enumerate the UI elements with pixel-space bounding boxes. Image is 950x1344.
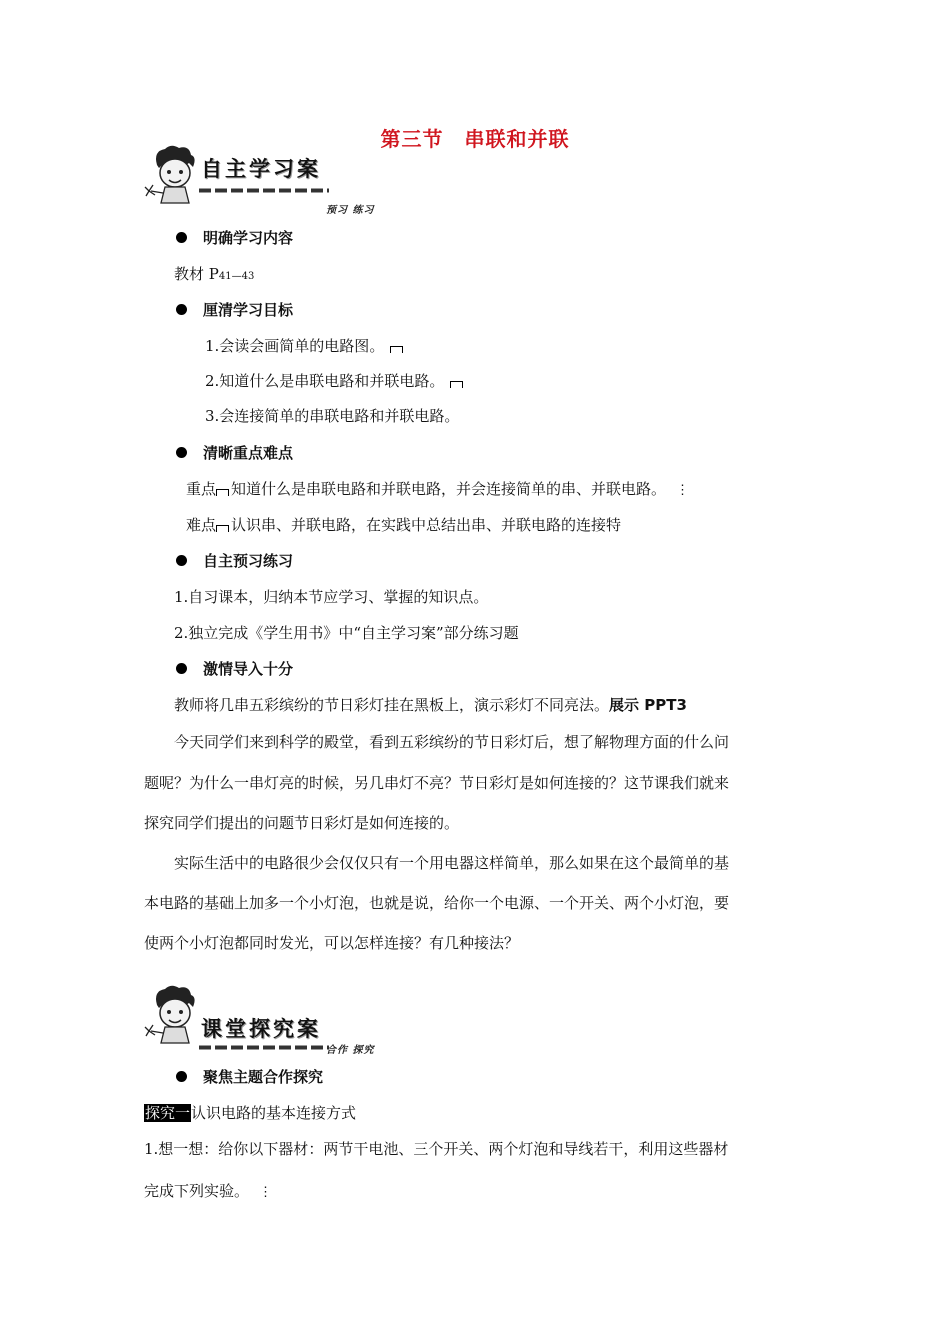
banner-subtitle: 预习 练习 [326, 205, 375, 216]
student-mascot-icon [143, 983, 205, 1047]
paragraph-line: 本电路的基础上加多一个小灯泡，也就是说，给你一个电源、一个开关、两个小灯泡，要 [144, 894, 730, 912]
banner-divider [199, 188, 329, 193]
intro-line: 教师将几串五彩缤纷的节日彩灯挂在黑板上，演示彩灯不同亮法。展示 PPT3 [174, 696, 687, 714]
bullet-icon [176, 304, 187, 315]
mark-icon [390, 346, 403, 353]
heading-cooperative-inquiry: 聚焦主题合作探究 [176, 1066, 323, 1087]
heading-preview-practice: 自主预习练习 [176, 550, 293, 571]
inquiry-one-heading: 探究一认识电路的基本连接方式 [145, 1104, 357, 1122]
practice-item: 2.独立完成《学生用书》中“自主学习案”部分练习题 [174, 624, 519, 642]
textbook-reference: 教材 P41—43 [174, 265, 255, 283]
paragraph-line: 题呢？为什么一串灯亮的时候，另几串灯不亮？节日彩灯是如何连接的？这节课我们就来 [144, 774, 730, 792]
banner-title: 课堂探究案 [201, 1017, 321, 1041]
goal-item: 1.会读会画简单的电路图。 [205, 335, 403, 356]
paragraph-line: 探究同学们提出的问题节日彩灯是如何连接的。 [144, 814, 460, 832]
bullet-icon [176, 1071, 187, 1082]
paragraph-line: 实际生活中的电路很少会仅仅只有一个用电器这样简单，那么如果在这个最简单的基 [174, 854, 730, 872]
goal-item: 3.会连接简单的串联电路和并联电路。 [205, 407, 460, 425]
mark-icon [216, 489, 229, 496]
section-banner-class-inquiry [143, 983, 393, 1056]
banner-subtitle: 合作 探究 [326, 1045, 375, 1056]
bullet-icon [176, 555, 187, 566]
paragraph-line: 使两个小灯泡都同时发光，可以怎样连接？有几种接法？ [144, 934, 520, 952]
banner-title: 自主学习案 [201, 157, 321, 181]
banner-divider [199, 1045, 329, 1050]
mark-icon: ⋮ [676, 483, 690, 498]
bullet-icon [176, 232, 187, 243]
goal-item: 2.知道什么是串联电路和并联电路。 [205, 370, 463, 391]
mark-icon [450, 381, 463, 388]
heading-intro: 激情导入十分 [176, 658, 293, 679]
section-banner-self-study [143, 143, 393, 216]
bullet-icon [176, 663, 187, 674]
question-line: 完成下列实验。 ⋮ [144, 1182, 273, 1200]
mark-icon: ⋮ [259, 1185, 273, 1200]
difficulty-point: 难点 认识串、并联电路，在实践中总结出串、并联电路的连接特 [186, 516, 622, 534]
heading-learning-content: 明确学习内容 [176, 227, 293, 248]
practice-item: 1.自习课本，归纳本节应学习、掌握的知识点。 [174, 588, 489, 606]
bullet-icon [176, 447, 187, 458]
paragraph-line: 今天同学们来到科学的殿堂，看到五彩缤纷的节日彩灯后，想了解物理方面的什么问 [174, 733, 730, 751]
inquiry-label: 探究一 [145, 1104, 191, 1122]
heading-key-points: 清晰重点难点 [176, 442, 293, 463]
student-mascot-icon [143, 143, 205, 207]
question-line: 1.想一想：给你以下器材：两节干电池、三个开关、两个灯泡和导线若干，利用这些器材 [144, 1140, 729, 1158]
page-title: 第三节 串联和并联 [380, 127, 570, 151]
heading-learning-goals: 厘清学习目标 [176, 299, 293, 320]
mark-icon [216, 525, 229, 532]
key-point: 重点 知道什么是串联电路和并联电路，并会连接简单的串、并联电路。 ⋮ [186, 480, 690, 498]
